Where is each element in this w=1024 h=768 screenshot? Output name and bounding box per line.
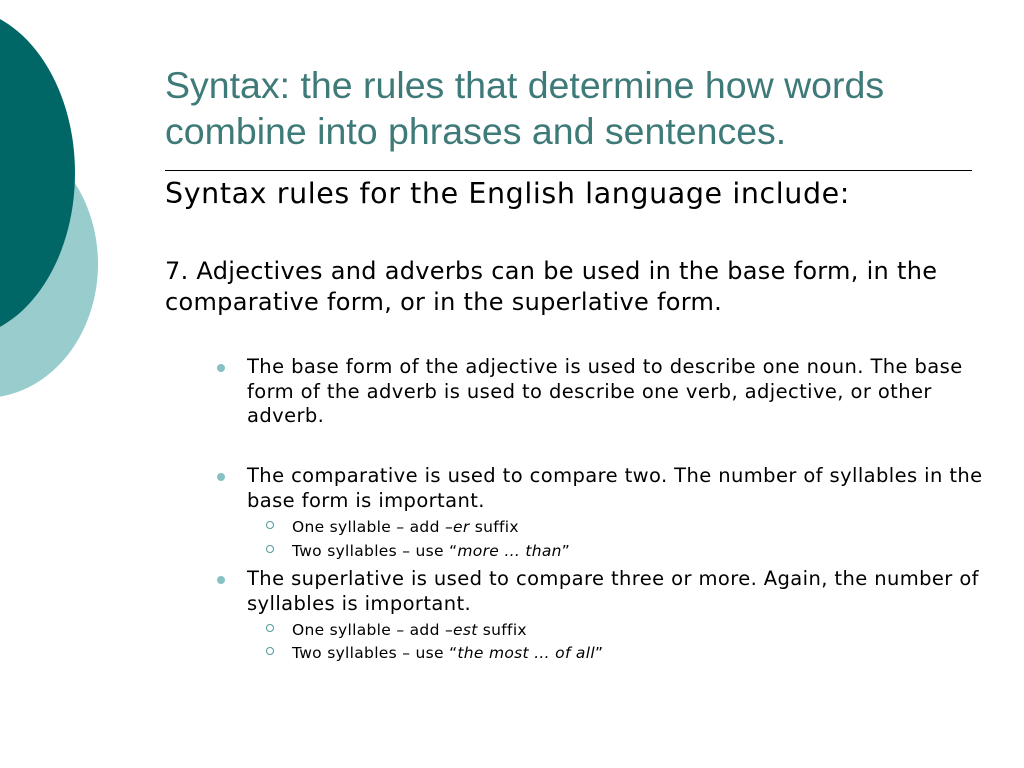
- sub-item-superlative-one-syllable: One syllable – add –est suffix: [292, 621, 527, 639]
- bullet-dot: [217, 364, 225, 372]
- bullet-superlative: The superlative is used to compare three or more. Again, the number of syllables is important.: [247, 567, 979, 615]
- title-divider: [165, 170, 972, 171]
- bullet-comparative: The comparative is used to compare two. The number of syllables in the base form is important.: [247, 464, 983, 512]
- bullet-base-form: The base form of the adjective is used to describe one noun. The base form of the adverb is used to describe one verb, adjective, or other adverb.: [247, 355, 963, 427]
- sub-bullet-ring: [266, 624, 274, 632]
- slide-heading: Syntax rules for the English language include:: [165, 177, 850, 210]
- sub-bullet-ring: [266, 545, 274, 553]
- slide-title: Syntax: the rules that determine how words combine into phrases and sentences.: [165, 64, 885, 152]
- sub-bullet-ring: [266, 521, 274, 529]
- sub-bullet-ring: [266, 647, 274, 655]
- main-point: 7. Adjectives and adverbs can be used in the base form, in the comparative form, or in the superlative form.: [165, 257, 938, 316]
- sub-item-comparative-two-syllables: Two syllables – use “more … than”: [292, 542, 571, 560]
- bullet-dot: [217, 576, 225, 584]
- sub-item-superlative-two-syllables: Two syllables – use “the most … of all”: [292, 644, 604, 662]
- sub-item-comparative-one-syllable: One syllable – add –er suffix: [292, 518, 519, 536]
- bullet-dot: [217, 473, 225, 481]
